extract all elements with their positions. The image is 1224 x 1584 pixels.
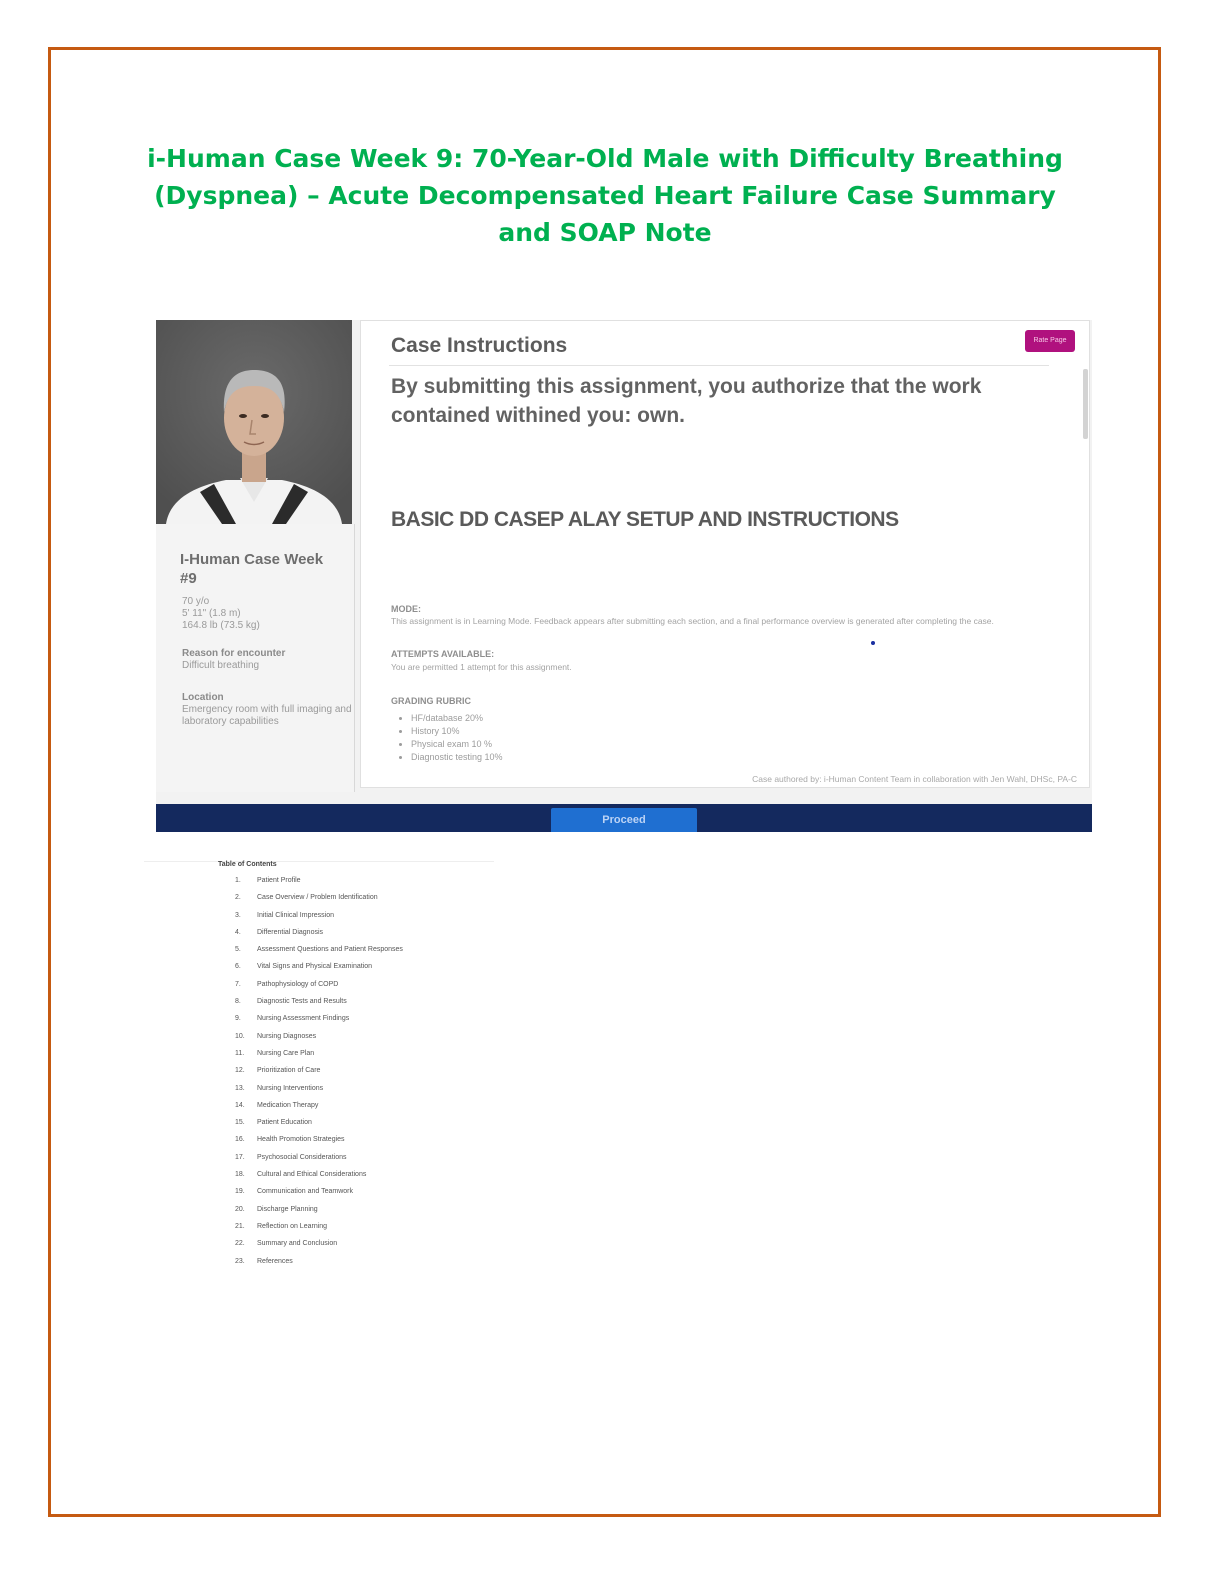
toc-item-label: Patient Education <box>257 1119 312 1127</box>
patient-weight: 164.8 lb (73.5 kg) <box>182 620 260 631</box>
patient-age: 70 y/o <box>182 596 210 607</box>
toc-item[interactable] <box>235 946 403 963</box>
toc-item-label: Psychosocial Considerations <box>257 1153 347 1161</box>
toc-item-number: 1. <box>235 877 241 884</box>
toc-item[interactable] <box>235 877 403 894</box>
toc-item[interactable] <box>235 1171 403 1188</box>
toc-item-label: Vital Signs and Physical Examination <box>257 963 373 971</box>
toc-item[interactable] <box>235 1033 403 1050</box>
toc-item-label: Cultural and Ethical Considerations <box>257 1171 367 1179</box>
toc-item[interactable] <box>235 1085 403 1102</box>
toc-item[interactable] <box>235 998 403 1015</box>
authorization-statement: By submitting this assignment, you authorize that the work contained withined you: own. <box>391 375 982 427</box>
toc-item-number: 13. <box>235 1084 245 1092</box>
rubric-item: • History 10% <box>411 725 503 738</box>
toc-item-number: 16. <box>235 1136 245 1144</box>
rubric-item: • HF/database 20% <box>411 712 503 725</box>
patient-portrait <box>156 320 352 524</box>
toc-item-number: 3. <box>235 911 241 919</box>
rubric-item: • Physical exam 10 % <box>411 738 503 751</box>
toc-item[interactable] <box>235 1206 403 1223</box>
toc-item-number: 15. <box>235 1119 245 1127</box>
rubric-list <box>391 712 503 764</box>
toc-item-number: 8. <box>235 998 241 1006</box>
toc-item-label: Prioritization of Care <box>257 1067 321 1075</box>
toc-item[interactable] <box>235 1102 403 1119</box>
toc-item[interactable] <box>235 1015 403 1032</box>
patient-height: 5' 11" (1.8 m) <box>182 608 241 619</box>
toc-item-label: Reflection on Learning <box>257 1222 328 1230</box>
case-name: I-Human Case Week #9 <box>180 551 324 587</box>
rubric-label: GRADING RUBRIC <box>391 696 471 706</box>
toc-item-label: Case Overview / Problem Identification <box>257 894 378 902</box>
toc-item[interactable] <box>235 1119 403 1136</box>
encounter-location <box>182 692 352 728</box>
toc-divider <box>144 861 494 862</box>
toc-item-number: 4. <box>235 928 241 936</box>
toc-item[interactable] <box>235 912 403 929</box>
toc-item-number: 11. <box>235 1049 245 1057</box>
case-instructions-panel <box>360 320 1090 788</box>
toc-item[interactable] <box>235 1136 403 1153</box>
reason-label: Reason for encounter <box>182 648 286 659</box>
table-of-contents <box>235 877 403 1275</box>
case-screenshot <box>156 320 1092 832</box>
toc-item[interactable] <box>235 1188 403 1205</box>
toc-item-label: Patient Profile <box>257 877 301 884</box>
toc-item-number: 2. <box>235 894 241 902</box>
toc-item-number: 21. <box>235 1222 245 1230</box>
toc-item-number: 18. <box>235 1171 245 1179</box>
toc-item-label: Nursing Care Plan <box>257 1049 315 1057</box>
toc-item[interactable] <box>235 1154 403 1171</box>
toc-item-label: Diagnostic Tests and Results <box>257 998 347 1006</box>
toc-item-number: 19. <box>235 1188 245 1196</box>
toc-item-label: Pathophysiology of COPD <box>257 980 339 988</box>
toc-item-label: Nursing Diagnoses <box>257 1032 317 1040</box>
toc-item-number: 6. <box>235 963 241 971</box>
mode-label: MODE: <box>391 604 421 614</box>
toc-item[interactable] <box>235 1258 403 1275</box>
cursor-dot <box>871 641 875 645</box>
toc-item[interactable] <box>235 981 403 998</box>
toc-item-number: 12. <box>235 1067 245 1075</box>
toc-item-number: 9. <box>235 1015 241 1023</box>
toc-item-label: Communication and Teamwork <box>257 1188 353 1196</box>
attempts-text: You are permitted 1 attempt for this assignment. <box>391 662 572 672</box>
attempts-label: ATTEMPTS AVAILABLE: <box>391 649 495 659</box>
toc-item-label: Medication Therapy <box>257 1101 319 1109</box>
toc-item-label: Nursing Interventions <box>257 1084 324 1092</box>
toc-item[interactable] <box>235 894 403 911</box>
panel-title: Case Instructions <box>391 334 568 357</box>
toc-item-number: 5. <box>235 946 241 954</box>
toc-item-label: Health Promotion Strategies <box>257 1136 345 1144</box>
toc-item-label: Nursing Assessment Findings <box>257 1015 350 1023</box>
case-credit: Case authored by: i-Human Content Team in collaboration with Jen Wahl, DHSc, PA-C <box>752 774 1077 784</box>
toc-item-number: 7. <box>235 980 241 988</box>
toc-item[interactable] <box>235 1240 403 1257</box>
location-value: Emergency room with full imaging and laboratory capabilities <box>182 704 352 727</box>
toc-item[interactable] <box>235 1223 403 1240</box>
toc-item[interactable] <box>235 1050 403 1067</box>
toc-item-number: 10. <box>235 1032 245 1040</box>
case-sidebar <box>156 524 355 792</box>
toc-item[interactable] <box>235 929 403 946</box>
toc-heading: Table of Contents <box>218 861 277 868</box>
title-divider <box>389 365 1049 366</box>
setup-heading: BASIC DD CASEP ALAY SETUP AND INSTRUCTIONS <box>391 508 899 531</box>
reason-value: Difficult breathing <box>182 660 260 671</box>
toc-item-number: 20. <box>235 1205 245 1213</box>
toc-item-number: 14. <box>235 1101 245 1109</box>
toc-item[interactable] <box>235 1067 403 1084</box>
toc-item-label: Assessment Questions and Patient Responses <box>257 946 403 954</box>
document-title: i-Human Case Week 9: 70-Year-Old Male with Difficulty Breathing (Dyspnea) – Acute Decompensated Heart Failure Case Summary and SOAP Note <box>147 144 1063 247</box>
toc-item-label: References <box>257 1257 293 1265</box>
patient-avatar-image <box>156 320 352 524</box>
patient-vitals <box>182 596 352 632</box>
toc-item[interactable] <box>235 963 403 980</box>
mode-text: This assignment is in Learning Mode. Feedback appears after submitting each section, and a final performance overview is generated after completing the case. <box>391 616 994 626</box>
toc-item-number: 17. <box>235 1153 245 1161</box>
toc-item-number: 22. <box>235 1240 245 1248</box>
toc-item-label: Initial Clinical Impression <box>257 911 335 919</box>
toc-item-label: Summary and Conclusion <box>257 1240 338 1248</box>
toc-item-label: Discharge Planning <box>257 1205 318 1213</box>
toc-item-label: Differential Diagnosis <box>257 928 324 936</box>
rubric-item: • Diagnostic testing 10% <box>411 751 503 764</box>
reason-for-encounter <box>182 648 352 672</box>
panel-scrollbar[interactable] <box>1083 369 1088 439</box>
rate-page-button[interactable]: Rate Page <box>1025 330 1075 352</box>
toc-item-number: 23. <box>235 1257 245 1265</box>
proceed-button[interactable]: Proceed <box>551 808 697 832</box>
location-label: Location <box>182 692 224 703</box>
